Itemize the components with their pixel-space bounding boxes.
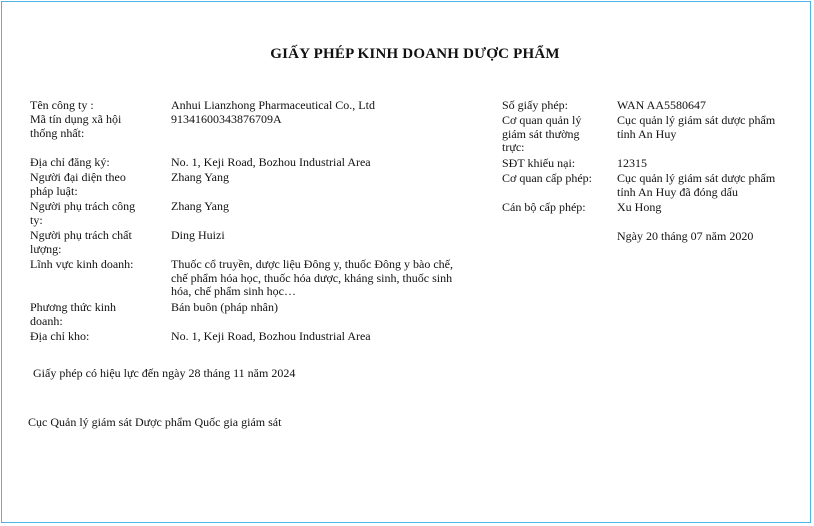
value-license-number: WAN AA5580647 [617, 98, 706, 112]
document-title: GIẤY PHÉP KINH DOANH DƯỢC PHẨM [270, 46, 560, 62]
label-credit-code: Mã tín dụng xã hội thống nhất: [30, 112, 122, 140]
issue-date: Ngày 20 tháng 07 năm 2020 [617, 229, 754, 243]
issuing-authority: Cục Quản lý giám sát Dược phẩm Quốc gia giám sát [28, 415, 282, 429]
value-company-manager: Zhang Yang [171, 199, 230, 213]
value-warehouse-address: No. 1, Keji Road, Bozhou Industrial Area [171, 329, 371, 343]
value-registered-address: No. 1, Keji Road, Bozhou Industrial Area [171, 155, 371, 169]
label-company-name: Tên công ty : [30, 98, 94, 112]
label-complaint-phone: SĐT khiếu nại: [502, 156, 576, 170]
value-business-mode: Bán buôn (pháp nhân) [171, 300, 278, 314]
value-quality-manager: Ding Huizi [171, 228, 225, 242]
value-issuing-officer: Xu Hong [617, 200, 662, 214]
value-business-scope: Thuốc cổ truyền, dược liệu Đông y, thuốc Đông y bào chế, chế phẩm hóa học, thuốc hóa dược, kháng sinh, thuốc sinh hóa, chế phẩm sinh học… [171, 257, 453, 298]
value-issuing-agency: Cục quản lý giám sát dược phẩm tỉnh An Huy đã đóng dấu [617, 171, 776, 199]
value-credit-code: 91341600343876709A [171, 112, 282, 126]
label-license-number: Số giấy phép: [502, 98, 568, 112]
label-issuing-agency: Cơ quan cấp phép: [502, 171, 592, 185]
label-issuing-officer: Cán bộ cấp phép: [502, 200, 586, 214]
label-business-scope: Lĩnh vực kinh doanh: [30, 257, 134, 271]
label-legal-representative: Người đại diện theo pháp luật: [30, 170, 126, 198]
label-supervising-agency: Cơ quan quản lý giám sát thường trực: [502, 113, 582, 154]
label-business-mode: Phương thức kinh doanh: [30, 300, 117, 328]
value-supervising-agency: Cục quản lý giám sát dược phẩm tỉnh An Huy [617, 113, 776, 141]
label-warehouse-address: Địa chỉ kho: [30, 329, 90, 343]
label-quality-manager: Người phụ trách chất lượng: [30, 228, 132, 256]
value-legal-representative: Zhang Yang [171, 170, 230, 184]
value-complaint-phone: 12315 [617, 156, 647, 170]
value-company-name: Anhui Lianzhong Pharmaceutical Co., Ltd [171, 98, 375, 112]
validity-statement: Giấy phép có hiệu lực đến ngày 28 tháng 11 năm 2024 [33, 366, 296, 380]
label-company-manager: Người phụ trách công ty: [30, 199, 136, 227]
label-registered-address: Địa chỉ đăng ký: [30, 155, 110, 169]
